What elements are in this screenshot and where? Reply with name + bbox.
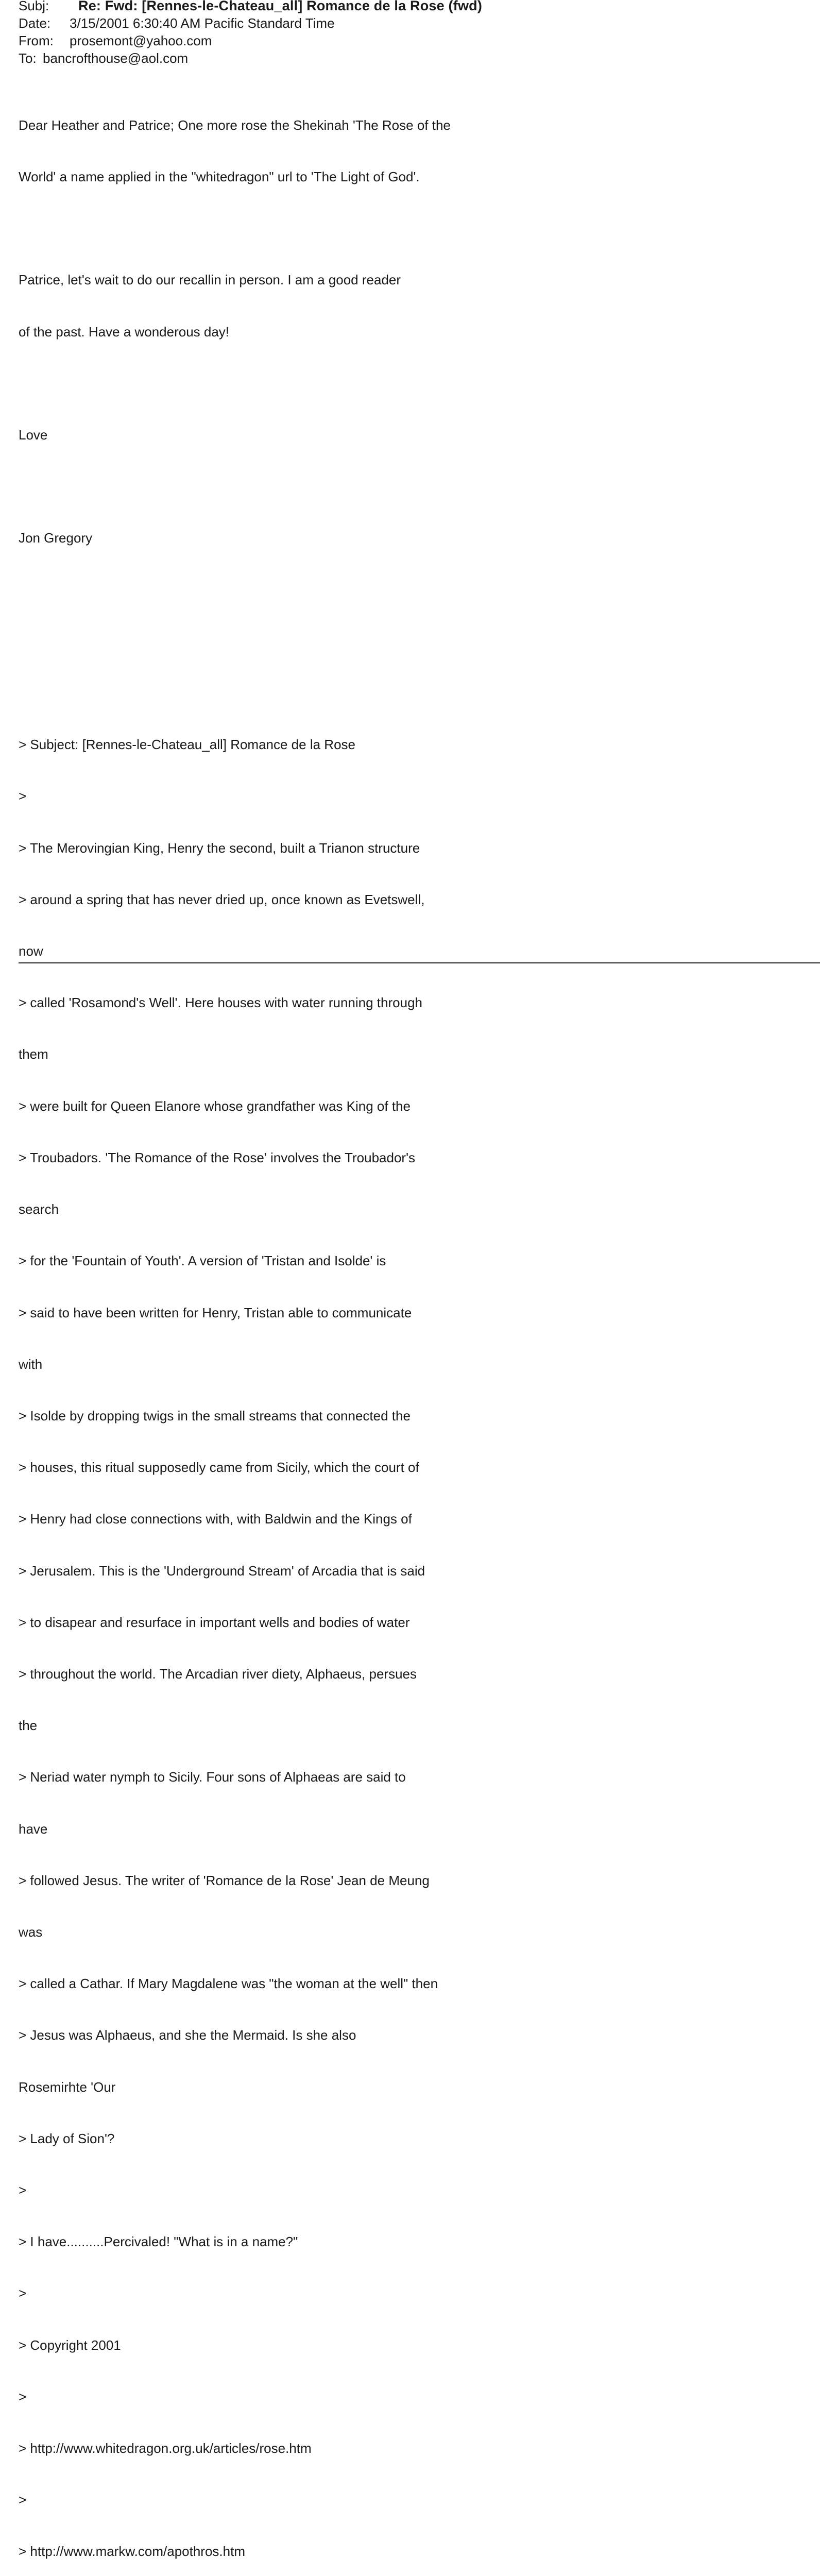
quoted-line: > Henry had close connections with, with Baldwin and the Kings of: [19, 1511, 412, 1527]
quoted-line: >: [19, 2285, 27, 2301]
quoted-line: > were built for Queen Elanore whose grandfather was King of the: [19, 1098, 411, 1114]
date-label: Date:: [19, 15, 51, 31]
to-label: To:: [19, 50, 37, 66]
quoted-line: > around a spring that has never dried up, once known as Evetswell,: [19, 891, 425, 907]
to-value: bancrofthouse@aol.com: [43, 50, 189, 66]
quoted-line: search: [19, 1201, 59, 1217]
blank-line: [19, 633, 451, 650]
to-row: [19, 49, 482, 67]
body-line: World' a name applied in the "whitedragon" url to 'The Light of God'.: [19, 169, 420, 185]
body-line: of the past. Have a wonderous day!: [19, 324, 230, 340]
quoted-line: >: [19, 2492, 27, 2508]
email-headers: [19, 0, 482, 67]
subject-row: [19, 0, 482, 14]
quoted-line: > followed Jesus. The writer of 'Romance de la Rose' Jean de Meung: [19, 1872, 430, 1888]
quoted-line: > Subject: [Rennes-le-Chateau_all] Romance de la Rose: [19, 737, 355, 753]
blank-line: [19, 478, 451, 495]
from-value: prosemont@yahoo.com: [70, 33, 212, 48]
page-bottom-rule: [19, 962, 820, 963]
quoted-line: > for the 'Fountain of Youth'. A version of 'Tristan and Isolde' is: [19, 1253, 386, 1269]
from-row: [19, 32, 482, 49]
quoted-line: > Troubadors. 'The Romance of the Rose' involves the Troubador's: [19, 1149, 416, 1165]
subject-value: Re: Fwd: [Rennes-le-Chateau_all] Romance de la Rose (fwd): [78, 0, 483, 13]
quoted-line: > The Merovingian King, Henry the second, built a Trianon structure: [19, 840, 420, 856]
from-label: From:: [19, 33, 54, 48]
quoted-line: > Jerusalem. This is the 'Underground Stream' of Arcadia that is said: [19, 1563, 425, 1579]
quoted-line: > I have..........Percivaled! "What is in a name?": [19, 2234, 298, 2250]
quoted-line: > called a Cathar. If Mary Magdalene was "the woman at the well" then: [19, 1976, 438, 1992]
message-body: [19, 82, 451, 2576]
blank-line: [19, 582, 451, 599]
body-line: Dear Heather and Patrice; One more rose the Shekinah 'The Rose of the: [19, 117, 451, 133]
quoted-message: [19, 702, 451, 2576]
quoted-line: now: [19, 943, 43, 959]
quoted-line: > Isolde by dropping twigs in the small streams that connected the: [19, 1408, 411, 1423]
closing: Love: [19, 427, 48, 443]
quoted-line: > throughout the world. The Arcadian river diety, Alphaeus, persues: [19, 1666, 417, 1682]
quoted-line: >: [19, 2388, 27, 2404]
quoted-line: >: [19, 788, 27, 804]
quoted-line: the: [19, 1718, 38, 1734]
quoted-line: > said to have been written for Henry, Tristan able to communicate: [19, 1304, 412, 1320]
quoted-line: them: [19, 1046, 48, 1062]
blank-line: [19, 220, 451, 237]
quoted-line: > Neriad water nymph to Sicily. Four sons of Alphaeas are said to: [19, 1769, 406, 1785]
date-row: [19, 14, 482, 32]
quoted-line: > houses, this ritual supposedly came from Sicily, which the court of: [19, 1460, 419, 1476]
quoted-line: have: [19, 1821, 48, 1837]
quoted-line: > called 'Rosamond's Well'. Here houses with water running through: [19, 995, 422, 1011]
quoted-line: > to disapear and resurface in important wells and bodies of water: [19, 1614, 410, 1630]
quoted-line: was: [19, 1924, 43, 1940]
quoted-line: > http://www.whitedragon.org.uk/articles/rose.htm: [19, 2440, 312, 2456]
quoted-line: > Lady of Sion'?: [19, 2130, 115, 2146]
quoted-line: Rosemirhte 'Our: [19, 2079, 116, 2095]
quoted-line: with: [19, 1356, 43, 1372]
quoted-line: > Jesus was Alphaeus, and she the Mermaid. Is she also: [19, 2027, 356, 2043]
blank-line: [19, 375, 451, 392]
signature: Jon Gregory: [19, 530, 93, 546]
body-line: Patrice, let's wait to do our recallin in person. I am a good reader: [19, 272, 401, 288]
subject-label: Subj:: [19, 0, 49, 13]
quoted-line: >: [19, 2182, 27, 2198]
date-value: 3/15/2001 6:30:40 AM Pacific Standard Time: [70, 15, 335, 31]
quoted-line: > http://www.markw.com/apothros.htm: [19, 2544, 245, 2560]
quoted-line: > Copyright 2001: [19, 2337, 121, 2353]
